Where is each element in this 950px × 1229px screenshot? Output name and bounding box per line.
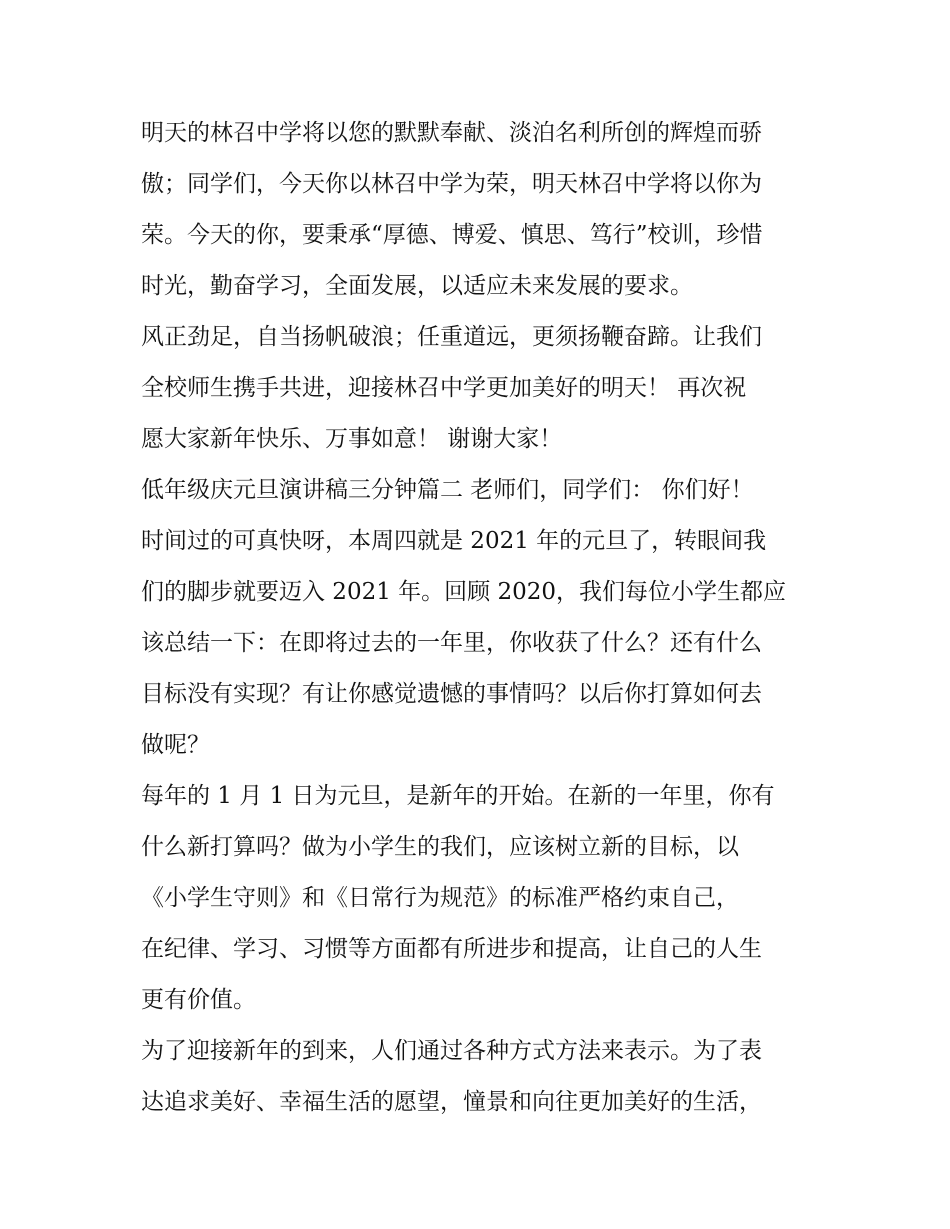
text-line: 什么新打算吗？做为小学生的我们，应该树立新的目标，以 [141, 834, 739, 860]
text-line: 明天的林召中学将以您的默默奉献、淡泊名利所创的辉煌而骄 [141, 120, 762, 146]
text-line: 每年的 1 月 1 日为元旦，是新年的开始。在新的一年里，你有 [141, 783, 775, 809]
text-line: 更有价值。 [141, 987, 256, 1013]
text-line: 该总结一下：在即将过去的一年里，你收获了什么？还有什么 [141, 630, 762, 656]
text-line: 目标没有实现？有让你感觉遗憾的事情吗？以后你打算如何去 [141, 681, 762, 707]
text-line: 为了迎接新年的到来，人们通过各种方式方法来表示。为了表 [141, 1038, 762, 1064]
text-line: 达追求美好、幸福生活的愿望，憧景和向往更加美好的生活， [141, 1089, 762, 1115]
text-line: 时光，勤奋学习，全面发展，以适应未来发展的要求。 [141, 273, 693, 299]
text-line: 全校师生携手共进，迎接林召中学更加美好的明天！ 再次祝 [141, 375, 747, 401]
text-line: 在纪律、学习、习惯等方面都有所进步和提高，让自己的人生 [141, 936, 762, 962]
text-line: 《小学生守则》和《日常行为规范》的标准严格约束自己， [141, 885, 739, 911]
text-line: 荣。今天的你，要秉承“厚德、博爱、慎思、笃行”校训，珍惜 [141, 222, 763, 248]
text-line: 做呢？ [141, 732, 210, 758]
text-line: 时间过的可真快呀，本周四就是 2021 年的元旦了，转眼间我 [141, 528, 767, 554]
text-line: 愿大家新年快乐、万事如意！ 谢谢大家！ [141, 426, 563, 452]
body-text [141, 108, 821, 1128]
text-line: 傲；同学们，今天你以林召中学为荣，明天林召中学将以你为 [141, 171, 762, 197]
text-line: 风正劲足，自当扬帆破浪；任重道远，更须扬鞭奋蹄。让我们 [141, 324, 762, 350]
text-line: 们的脚步就要迈入 2021 年。回顾 2020，我们每位小学生都应 [141, 579, 786, 605]
text-line: 低年级庆元旦演讲稿三分钟篇二 老师们，同学们： 你们好！ [141, 477, 754, 503]
